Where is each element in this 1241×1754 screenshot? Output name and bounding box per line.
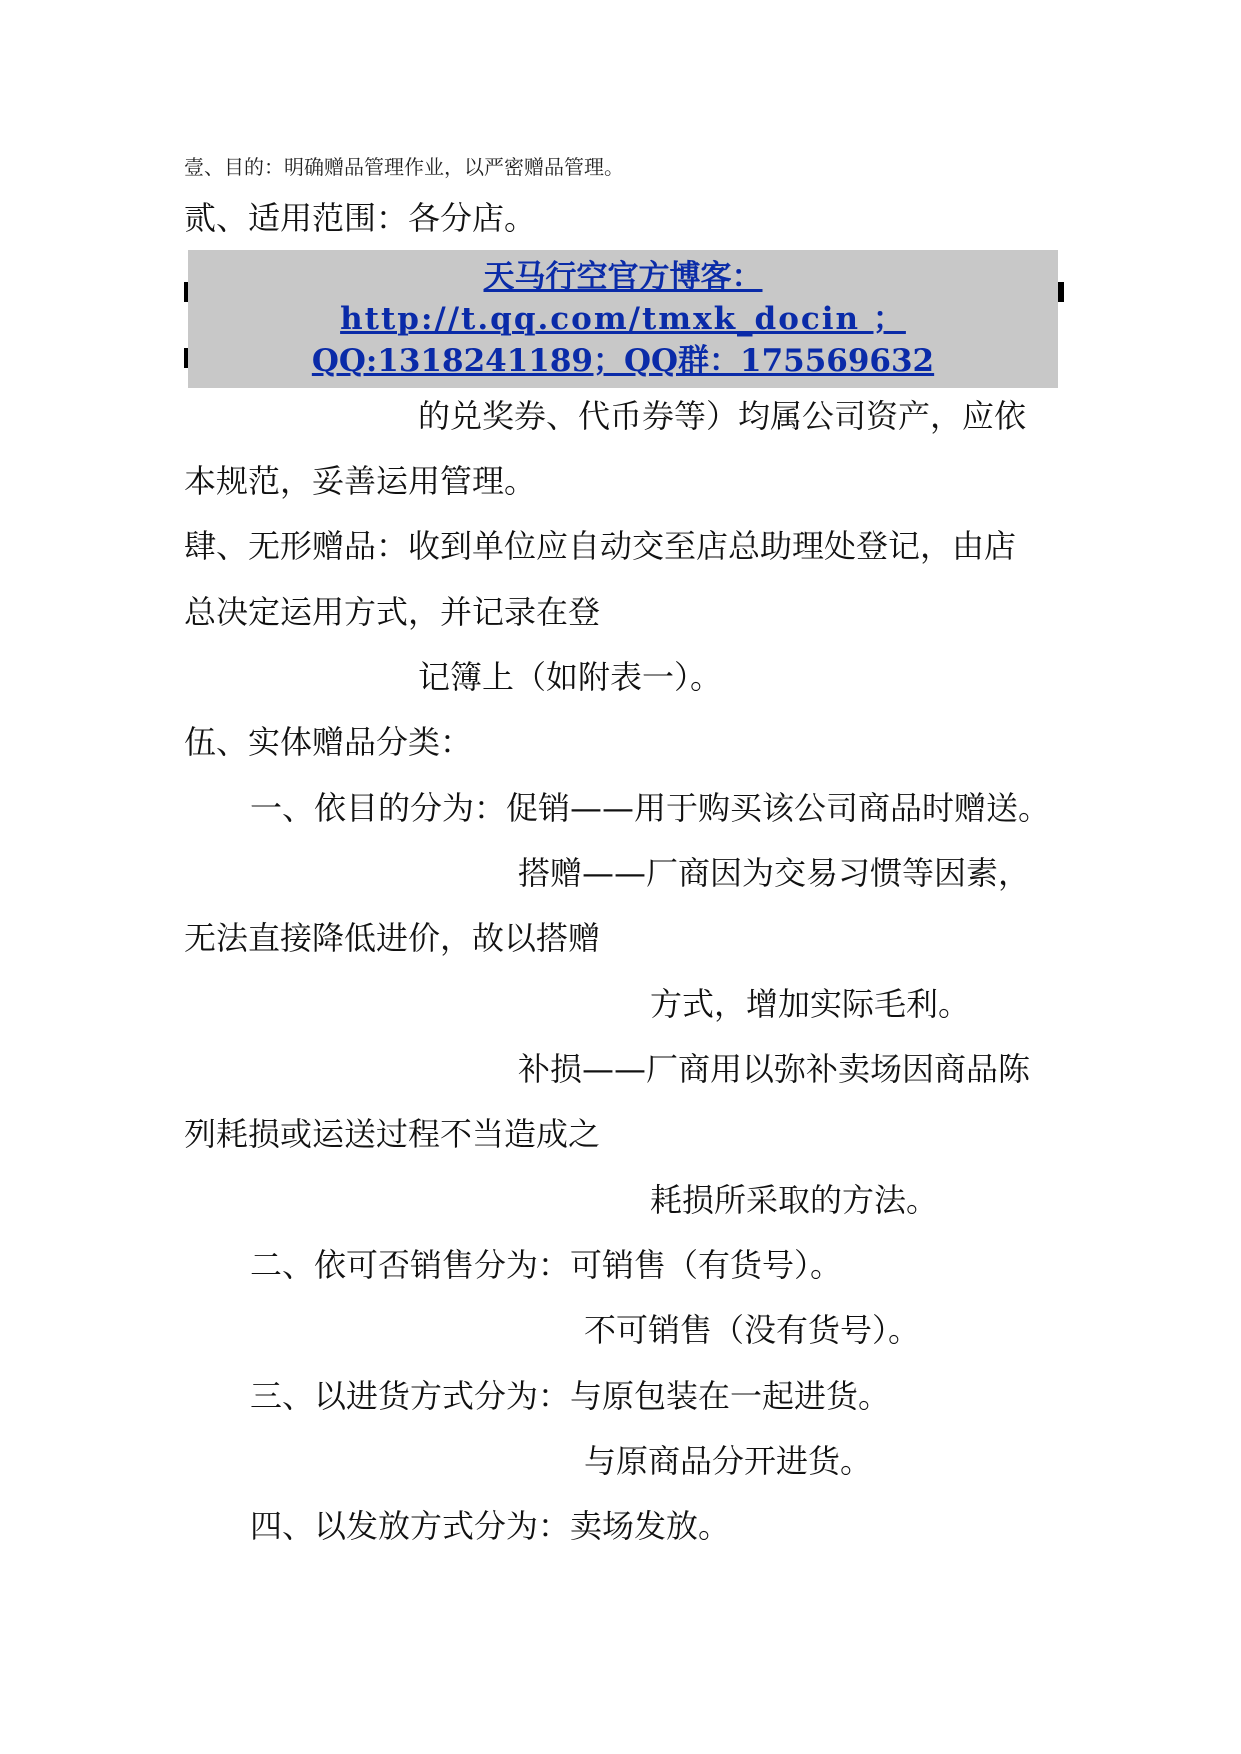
section-4-line-3: 记簿上（如附表一）。 [418,658,723,696]
section-1-purpose: 壹、目的：明确赠品管理作业，以严密赠品管理。 [184,155,624,179]
watermark-contact: QQ:1318241189；QQ群：175569632 [311,343,935,379]
category-3-separate: 与原商品分开进货。 [584,1442,873,1480]
section-3-line-2: 的兑奖券、代币券等）均属公司资产，应依 [418,397,1027,435]
category-1-bundle: 搭赠——厂商因为交易习惯等因素， [518,854,1031,892]
section-5-heading: 伍、实体赠品分类： [184,723,473,761]
category-1-compensation-line-2: 列耗损或运送过程不当造成之 [184,1115,601,1153]
section-2-scope: 贰、适用范围：各分店。 [184,199,537,237]
category-1-compensation: 补损——厂商用以弥补卖场因商品陈 [518,1050,1031,1088]
category-1-promotion: 一、依目的分为：促销——用于购买该公司商品时赠送。 [250,789,1051,827]
section-4-intangible: 肆、无形赠品：收到单位应自动交至店总助理处登记，由店 [184,527,1017,565]
category-2-not-saleable: 不可销售（没有货号）。 [584,1311,921,1349]
category-2-saleable: 二、依可否销售分为：可销售（有货号）。 [250,1246,843,1284]
category-3-with-package: 三、以进货方式分为：与原包装在一起进货。 [250,1377,891,1415]
hidden-text-edge-right [1058,282,1064,302]
section-4-line-2: 总决定运用方式，并记录在登 [184,593,601,631]
category-1-bundle-line-2: 无法直接降低进价，故以搭赠 [184,919,601,957]
section-3-line-3: 本规范，妥善运用管理。 [184,462,537,500]
category-1-compensation-line-3: 耗损所采取的方法。 [650,1181,939,1219]
category-4-distribution: 四、以发放方式分为：卖场发放。 [250,1507,731,1545]
watermark-url[interactable]: http://t.qq.com/tmxk_docin ； [340,301,906,337]
watermark-banner [188,250,1058,388]
watermark-title: 天马行空官方博客： [483,259,763,295]
category-1-bundle-line-3: 方式，增加实际毛利。 [650,985,971,1023]
